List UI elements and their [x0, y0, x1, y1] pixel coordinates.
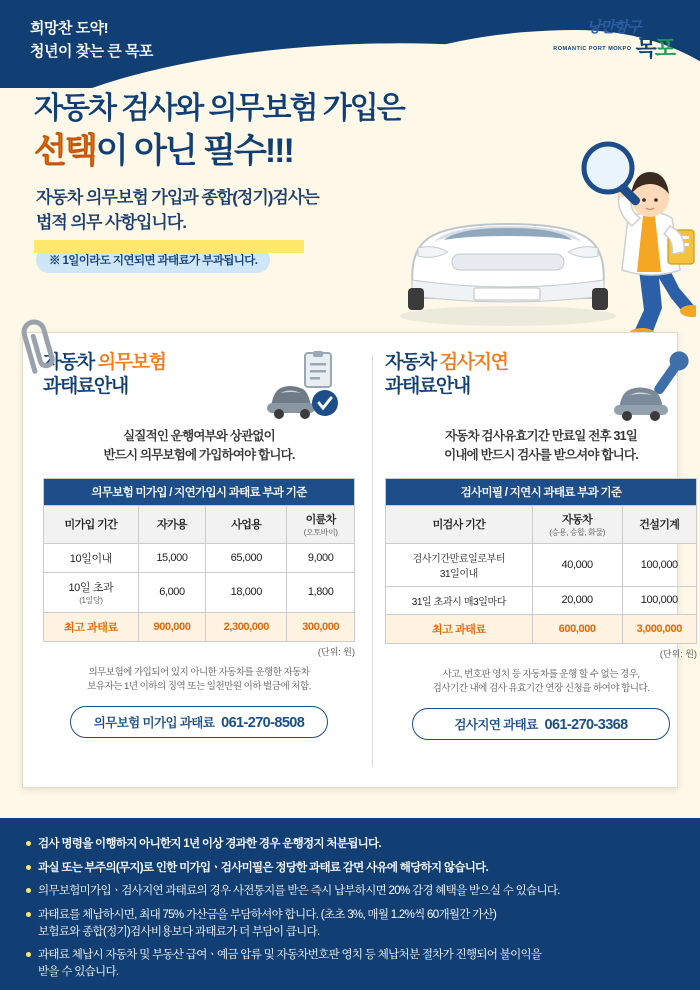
left-title-highlight: 의무보험	[97, 352, 166, 373]
right-th-period: 미검사 기간	[386, 505, 533, 543]
left-total-v2: 2,300,000	[206, 612, 287, 641]
hero-subtitle-line-1: 자동차 의무보험 가입과 종합(정기)검사는	[36, 187, 319, 207]
table-row	[44, 572, 355, 612]
right-card-header	[385, 351, 697, 425]
slogan-line-2: 청년이 찾는 큰 목포	[30, 42, 153, 60]
left-row-1-v3: 9,000	[287, 543, 355, 572]
left-row-2-v3: 1,800	[287, 572, 355, 612]
left-row-2-v2: 18,000	[206, 572, 287, 612]
left-footnote	[43, 666, 355, 695]
left-card-description	[43, 427, 355, 466]
left-row-1-v2: 65,000	[206, 543, 287, 572]
right-fine-table	[385, 478, 697, 644]
left-row-2-v1: 6,000	[138, 572, 206, 612]
card-column-divider	[372, 355, 373, 767]
right-footnote	[385, 668, 697, 697]
right-footnote-line-2: 검사기간 내에 검사 유효기간 연장 신청을 하여야 합니다.	[432, 683, 650, 694]
list-item	[26, 860, 674, 877]
left-card-header	[43, 351, 355, 425]
right-total-row	[386, 614, 697, 643]
hero-subtitle-line-2: 법적 의무 사항입니다.	[36, 212, 186, 232]
right-th-vehicle-note: (승용, 승합, 화물)	[549, 527, 606, 537]
illustration-car-and-person	[396, 130, 696, 340]
list-item	[26, 907, 674, 940]
right-table-unit: (단위: 원)	[659, 648, 697, 659]
right-contact-number: 061-270-3368	[544, 717, 628, 734]
left-th-private: 자가용	[138, 505, 206, 543]
footer-notice-list	[26, 836, 674, 981]
left-row-1-label: 10일이내	[44, 543, 139, 572]
right-card-description	[385, 427, 697, 466]
left-table-bar	[44, 478, 355, 505]
right-row-1-v2: 100,000	[622, 543, 696, 586]
hero-emph-middle: 이 아닌	[95, 131, 204, 170]
left-th-motorcycle: 이륜차 (오토바이)	[287, 505, 355, 543]
right-table-bar-label: 검사미필 / 지연시 과태료 부과 기준	[386, 478, 697, 505]
footer-item-0-text: 검사 명령을 이행하지 아니한지 1년 이상 경과한 경우 운행정지 처분됩니다.	[38, 838, 381, 850]
car-illustration	[400, 224, 616, 326]
logo-wordmark	[553, 38, 674, 60]
left-total-row	[44, 612, 355, 641]
hero-emph-must: 필수!!!	[203, 131, 293, 170]
hero-note-badge: ※ 1일이라도 지연되면 과태료가 부과됩니다.	[36, 247, 270, 273]
footer-item-3-text-2: 보험료와 종합(정기)검사비용보다 과태료가 더 부담이 큽니다.	[38, 925, 320, 938]
right-total-v1: 600,000	[532, 614, 622, 643]
right-th-machinery: 건설기계	[622, 505, 696, 543]
table-row	[44, 543, 355, 572]
right-desc-line-1: 자동차 검사유효기간 만료일 전후 31일	[444, 429, 638, 443]
left-footnote-line-1: 의무보험에 가입되어 있지 아니한 자동차를 운행한 자동차	[88, 666, 310, 678]
right-th-vehicle: 자동차 (승용, 승합, 화물)	[532, 505, 622, 543]
table-row	[386, 543, 697, 586]
left-table-header-row	[44, 505, 355, 543]
footer-item-3-text: 과태료를 체납하시면, 최대 75% 가산금을 부담하셔야 합니다. (초초 3%, 매월 1.2%씩 60개월간 가산)	[38, 909, 497, 922]
right-row-2-label: 31일 초과시 매3일마다	[386, 586, 533, 614]
left-th-motorcycle-note: (오토바이)	[303, 527, 338, 537]
footer-item-2-text: 의무보험미가입ㆍ검사지연 과태료의 경우 사전통지를 받은 즉시 납부하시면 20% 감경 혜택을 받으실 수 있습니다.	[38, 885, 560, 898]
right-row-1-v1: 40,000	[532, 543, 622, 586]
left-contact-label: 의무보험 미가입 과태료	[93, 716, 215, 731]
hero-emphasis	[34, 133, 293, 170]
left-footnote-line-2: 보유자는 1년 이하의 징역 또는 일천만원 이하 벌금에 처함.	[87, 681, 311, 692]
right-card-title	[385, 351, 508, 400]
left-total-v3: 300,000	[287, 612, 355, 641]
hero-emph-select: 선택	[34, 131, 96, 170]
right-total-v2: 3,000,000	[622, 614, 696, 643]
table-row	[386, 586, 697, 614]
title-highlight-bar	[34, 240, 304, 253]
right-footnote-line-1: 사고, 번호판 영치 등 자동차를 운행 할 수 없는 경우,	[442, 668, 640, 680]
left-table-bar-label: 의무보험 미가입 / 지연가입시 과태료 부과 기준	[44, 478, 355, 505]
slogan-line-1: 희망찬 도약!	[30, 20, 109, 37]
list-item	[26, 883, 674, 900]
right-title-part-1: 자동차	[385, 352, 440, 373]
page-title: 자동차 검사와 의무보험 가입은	[34, 92, 404, 125]
footer-item-4-text-2: 받을 수 있습니다.	[38, 966, 119, 979]
list-item	[26, 947, 674, 980]
left-column-mandatory-insurance	[43, 351, 355, 738]
right-table-bar	[386, 478, 697, 505]
right-title-highlight: 검사지연	[439, 352, 508, 373]
logo-subtitle: ROMANTIC PORT MOKPO	[553, 46, 632, 52]
left-total-label: 최고 과태료	[44, 612, 139, 641]
right-contact-pill[interactable]	[412, 708, 670, 740]
left-desc-line-1: 실질적인 운행여부와 상관없이	[123, 429, 275, 443]
left-title-part-2: 과태료안내	[43, 376, 128, 398]
left-row-1-v1: 15,000	[138, 543, 206, 572]
left-desc-line-2: 반드시 의무보험에 가입하여야 합니다.	[103, 448, 295, 463]
insurance-check-icon	[263, 351, 355, 426]
right-total-label: 최고 과태료	[386, 614, 533, 643]
info-card	[22, 332, 697, 788]
right-contact-label: 검사지연 과태료	[454, 718, 538, 733]
logo-script-text: 낭만항구	[586, 20, 641, 36]
left-contact-number: 061-270-8508	[221, 715, 305, 732]
city-logo	[553, 16, 674, 60]
left-table-unit: (단위: 원)	[317, 646, 355, 657]
left-fine-table	[43, 478, 355, 642]
left-total-v1: 900,000	[138, 612, 206, 641]
slogan	[30, 18, 153, 63]
left-contact-pill[interactable]	[70, 706, 328, 738]
footer-item-1-text: 과실 또는 부주의(무지)로 인한 미가입ㆍ검사미필은 정당한 과태료 감면 사유에 해당하지 않습니다.	[38, 861, 489, 874]
left-title-part-1: 자동차	[43, 352, 98, 373]
left-th-commercial: 사업용	[206, 505, 287, 543]
left-row-2-label: 10일 초과 (1일당)	[44, 572, 139, 612]
right-column-inspection-delay	[385, 351, 697, 740]
wrench-car-icon	[605, 351, 697, 426]
logo-main-text: 목포	[635, 36, 674, 61]
footer-item-4-text: 과태료 체납시 자동차 및 부동산 급여ㆍ예금 압류 및 자동차번호판 영치 등 체납처분 절차가 진행되어 불이익을	[38, 949, 542, 962]
right-row-1-label: 검사기간만료일로부터 31일이내	[386, 543, 533, 586]
list-item	[26, 836, 674, 853]
paperclip-icon	[7, 311, 66, 381]
left-th-period: 미가입 기간	[44, 505, 139, 543]
footer-notice-band	[0, 818, 700, 990]
right-title-part-2: 과태료안내	[385, 376, 470, 398]
magnifier-icon	[584, 144, 642, 207]
right-table-header-row	[386, 505, 697, 543]
right-row-2-v1: 20,000	[532, 586, 622, 614]
right-desc-line-2: 이내에 반드시 검사를 받으셔야 합니다.	[444, 448, 638, 463]
right-row-2-v2: 100,000	[622, 586, 696, 614]
